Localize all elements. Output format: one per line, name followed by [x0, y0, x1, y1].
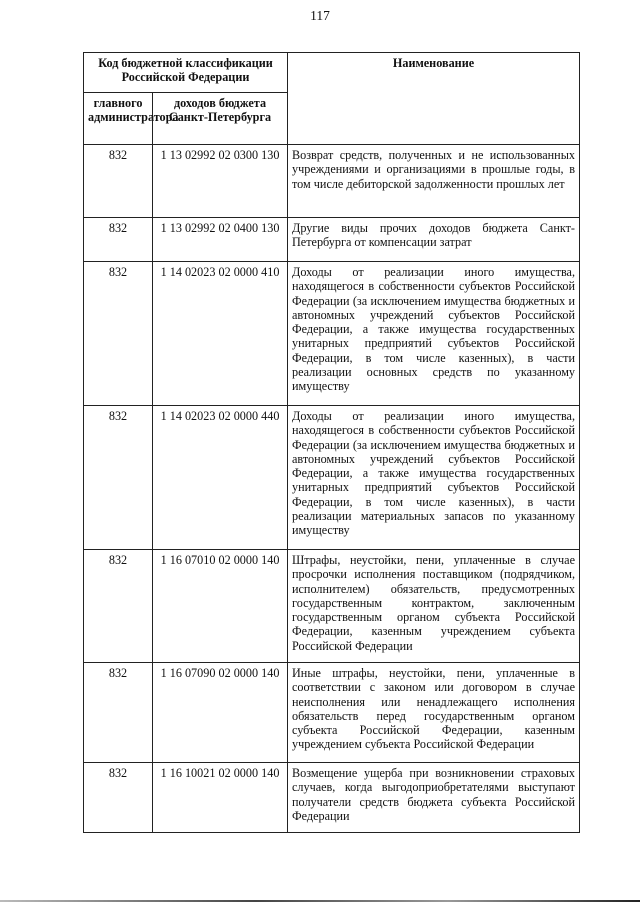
budget-classification-table [83, 52, 580, 833]
income-column-header: доходов бюджета Санкт-Петербурга [153, 93, 288, 145]
income-code-cell: 1 13 02992 02 0300 130 [153, 145, 288, 218]
admin-code-cell: 832 [84, 406, 153, 550]
income-name-cell: Доходы от реализации иного имущества, находящегося в собственности субъектов Российской Федерации (за исключением имущества бюджетных и автономных учреждений субъектов Российской Федерации, а также имущества государственных унитарных предприятий субъектов Российской Федерации, в том числе казенных), в части реализации материальных запасов по указанному имуществу [288, 406, 580, 550]
table-row [84, 763, 580, 833]
income-name-cell: Другие виды прочих доходов бюджета Санкт-Петербурга от компенсации затрат [288, 218, 580, 262]
income-code-cell: 1 14 02023 02 0000 410 [153, 262, 288, 406]
income-code-cell: 1 16 07010 02 0000 140 [153, 550, 288, 663]
income-name-cell: Возврат средств, полученных и не использованных учреждениями и организациями в прошлые годы, в том числе дебиторской задолженности прошлых лет [288, 145, 580, 218]
table-row [84, 406, 580, 550]
page-number: 117 [310, 8, 330, 23]
income-name-cell: Иные штрафы, неустойки, пени, уплаченные в соответствии с законом или договором в случае неисполнения или ненадлежащего исполнения обязательств перед государственным органом субъекта Российской Федерации, казенным учреждением субъекта Российской Федерации [288, 663, 580, 763]
income-code-cell: 1 16 10021 02 0000 140 [153, 763, 288, 833]
income-code-cell: 1 13 02992 02 0400 130 [153, 218, 288, 262]
classification-code-header: Код бюджетной классификации Российской Федерации [84, 53, 288, 93]
table-row [84, 218, 580, 262]
table-row [84, 145, 580, 218]
income-name-cell: Доходы от реализации иного имущества, находящегося в собственности субъектов Российской Федерации (за исключением имущества бюджетных и автономных учреждений субъектов Российской Федерации, а также имущества государственных унитарных предприятий субъектов Российской Федерации, в том числе казенных), в части реализации основных средств по указанному имуществу [288, 262, 580, 406]
name-column-header: Наименование [288, 53, 580, 145]
income-code-cell: 1 14 02023 02 0000 440 [153, 406, 288, 550]
table-row [84, 663, 580, 763]
table-row [84, 550, 580, 663]
scan-bottom-edge [0, 900, 640, 902]
income-name-cell: Штрафы, неустойки, пени, уплаченные в случае просрочки исполнения поставщиком (подрядчиком, исполнителем) обязательств, предусмотренных государственным контрактом, заключенным государственным органом субъекта Российской Федерации, казенным учреждением субъекта Российской Федерации [288, 550, 580, 663]
income-name-cell: Возмещение ущерба при возникновении страховых случаев, когда выгодоприобретателями выступают получатели средств бюджета субъекта Российской Федерации [288, 763, 580, 833]
income-code-cell: 1 16 07090 02 0000 140 [153, 663, 288, 763]
admin-code-cell: 832 [84, 218, 153, 262]
admin-column-header: главного администратора [84, 93, 153, 145]
table-row [84, 262, 580, 406]
admin-code-cell: 832 [84, 262, 153, 406]
admin-code-cell: 832 [84, 145, 153, 218]
admin-code-cell: 832 [84, 550, 153, 663]
admin-code-cell: 832 [84, 763, 153, 833]
admin-code-cell: 832 [84, 663, 153, 763]
